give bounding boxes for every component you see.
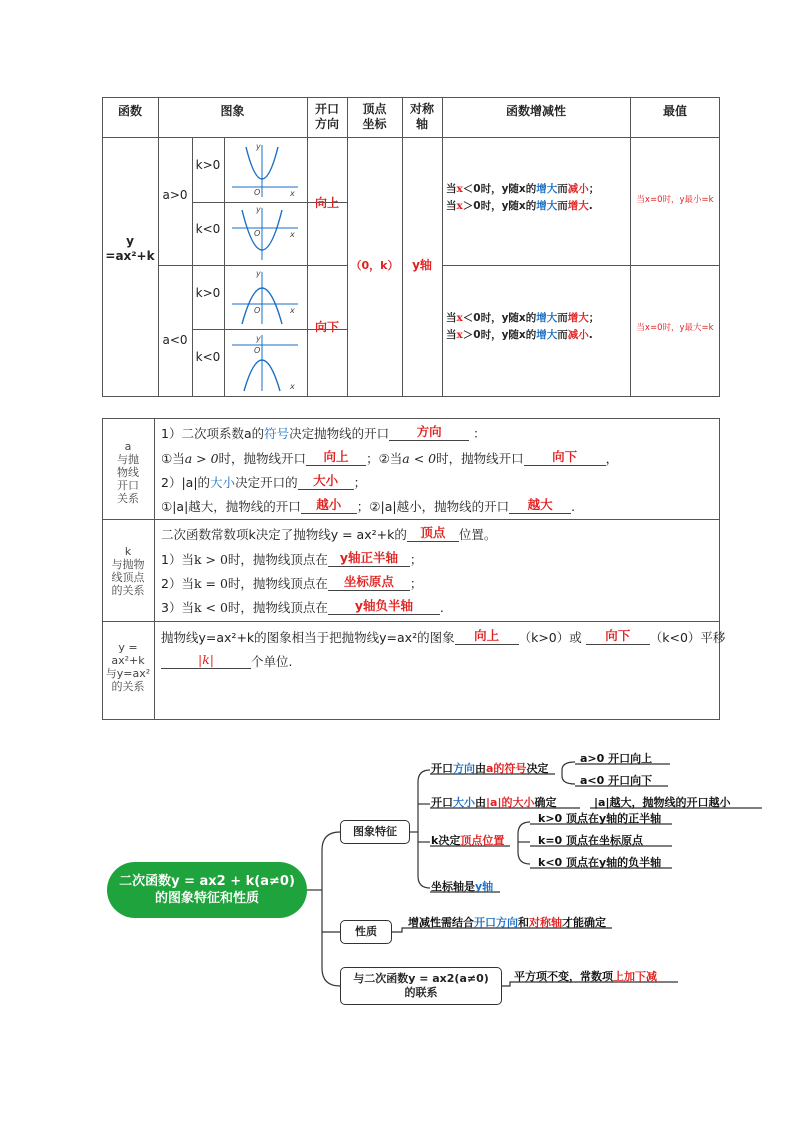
- a-negative-label: a<0: [162, 332, 188, 347]
- node-relation: 与二次函数y = ax2(a≠0) 的联系: [340, 967, 502, 1005]
- header-opening-direction: 开口 方向: [314, 102, 339, 131]
- a-sign-line: 1）二次项系数a的符号决定抛物线的开口 方向 ：: [161, 424, 486, 441]
- a-positive-label: a>0: [162, 187, 188, 202]
- axis-x-label: x: [290, 382, 295, 391]
- axis-y-label: y: [256, 205, 261, 214]
- function-formula: y =ax²+k: [105, 234, 155, 263]
- extreme-min: 当x=0时，y最小=k: [636, 194, 714, 205]
- a-magnitude-line: 2）|a|的大小决定开口的 大小 ；: [161, 473, 367, 490]
- feature-vertex-position: k决定顶点位置: [431, 834, 505, 847]
- feature-abs-a-larger: |a|越大，抛物线的开口越小: [594, 796, 731, 809]
- relation-shift: 平方项不变，常数项上加下减: [514, 970, 657, 983]
- symmetry-axis: y轴: [412, 257, 432, 272]
- origin-label: O: [254, 229, 261, 238]
- k-negative-line: 3）当k < 0时，抛物线顶点在 y轴负半轴 .: [161, 598, 444, 615]
- header-monotonicity: 函数增减性: [505, 103, 566, 118]
- axis-x-label: x: [290, 189, 295, 198]
- k-negative-label: k<0: [195, 221, 221, 236]
- a-magnitude-detail-line: ①|a|越大，抛物线的开口 越小 ；②|a|越小，抛物线的开口 越大 .: [161, 497, 576, 514]
- relation-table: [102, 418, 726, 720]
- extreme-max: 当x=0时，y最大=k: [636, 322, 714, 333]
- k-positive-label: k>0: [195, 157, 221, 172]
- k-positive-line: 1）当k > 0时，抛物线顶点在 y轴正半轴 ；: [161, 550, 423, 567]
- parabola-down-k-pos-graph: [230, 268, 300, 326]
- feature-a-positive: a>0 开口向上: [580, 752, 653, 765]
- parabola-up-k-neg-graph: [230, 204, 300, 262]
- header-graph: 图象: [220, 103, 245, 118]
- parabola-up-k-pos-graph: [230, 141, 300, 199]
- monotonicity-down: 当x＜0时，y随x的增大而增大； 当x＞0时，y随x的增大而减小.: [446, 312, 600, 341]
- k-vertex-line: 二次函数常数项k决定了抛物线y = ax²+k的 顶点 位置。: [161, 525, 497, 542]
- feature-k-zero: k=0 顶点在坐标原点: [538, 834, 644, 847]
- row-label-translation: y = ax²+k 与y=ax² 的关系: [105, 641, 151, 693]
- origin-label: O: [254, 188, 261, 197]
- origin-label: O: [254, 306, 261, 315]
- a-direction-line: ①当a > 0时，抛物线开口 向上 ；②当a < 0时，抛物线开口 向下 ，: [161, 449, 619, 466]
- vertex-coordinate: （0，k）: [350, 258, 399, 272]
- feature-opening-direction: 开口方向由a的符号决定: [431, 762, 549, 775]
- axis-x-label: x: [290, 230, 295, 239]
- feature-k-positive: k>0 顶点在y轴的正半轴: [538, 812, 662, 825]
- origin-label: O: [254, 346, 261, 355]
- axis-y-label: y: [256, 142, 261, 151]
- direction-up: 向上: [314, 195, 339, 210]
- translation-line-1: 抛物线y=ax²+k的图象相当于把抛物线y=ax²的图象 向上 （k>0）或 向下 （k<0）平移: [161, 628, 726, 645]
- mind-map: [0, 740, 800, 1020]
- translation-line-2: |k| 个单位.: [161, 654, 292, 671]
- feature-a-negative: a<0 开口向下: [580, 774, 653, 787]
- parabola-down-k-neg-graph: [230, 333, 300, 393]
- k-negative-label: k<0: [195, 349, 221, 364]
- monotonicity-up: 当x＜0时，y随x的增大而减小； 当x＞0时，y随x的增大而增大.: [446, 183, 600, 212]
- feature-opening-size: 开口大小由|a|的大小确定: [431, 796, 557, 809]
- axis-x-label: x: [290, 306, 295, 315]
- property-monotonicity: 增减性需结合开口方向和对称轴才能确定: [408, 916, 606, 929]
- axis-y-label: y: [256, 334, 261, 343]
- row-label-k-vertex: k 与抛物 线顶点 的关系: [111, 545, 145, 597]
- header-vertex: 顶点 坐标: [362, 102, 387, 131]
- node-properties: 性质: [340, 920, 392, 944]
- mind-map-root: 二次函数y = ax2 + k(a≠0) 的图象特征和性质: [107, 862, 307, 918]
- header-extreme: 最值: [662, 103, 687, 118]
- k-positive-label: k>0: [195, 285, 221, 300]
- header-function: 函数: [117, 103, 142, 118]
- row-label-a-opening: a 与抛 物线 开口 关系: [117, 440, 139, 505]
- axis-y-label: y: [256, 269, 261, 278]
- header-symmetry-axis: 对称 轴: [409, 102, 434, 131]
- k-zero-line: 2）当k = 0时，抛物线顶点在 坐标原点 ；: [161, 574, 423, 591]
- node-graph-features: 图象特征: [340, 820, 410, 844]
- feature-symmetry-axis: 坐标轴是y轴: [431, 880, 494, 893]
- direction-down: 向下: [314, 319, 339, 334]
- feature-k-negative: k<0 顶点在y轴的负半轴: [538, 856, 662, 869]
- summary-table: [102, 97, 720, 397]
